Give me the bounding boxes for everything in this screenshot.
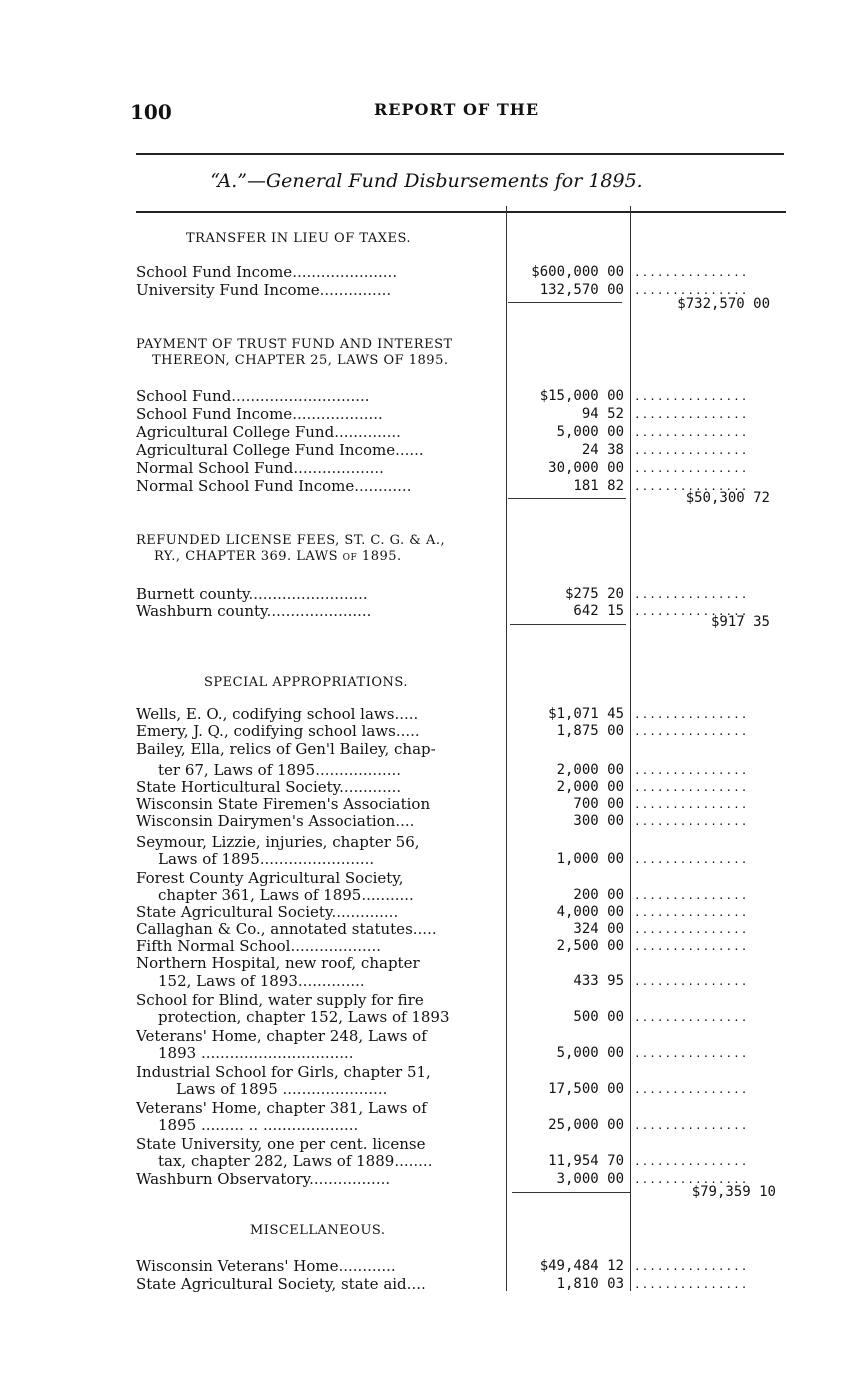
row-label-text: 1893 <box>158 1045 197 1062</box>
row-label-text: 1895 <box>158 1117 197 1134</box>
row-label-text: Normal School Fund <box>136 460 294 477</box>
table-row <box>136 1064 776 1081</box>
row-label <box>136 1136 502 1153</box>
row-label-text: Veterans' Home, chapter 248, Laws of <box>136 1028 427 1045</box>
row-dot-leader: ............... <box>319 282 392 299</box>
section-heading-trust-line1: PAYMENT OF TRUST FUND AND INTEREST <box>136 337 453 352</box>
row-label-text: Emery, J. Q., codifying school laws <box>136 723 396 740</box>
row-label-text: University Fund Income <box>136 282 320 299</box>
row-amount: 30,000 00 <box>548 460 624 476</box>
table-row <box>136 1258 776 1275</box>
total-column-leader: ............... <box>634 975 749 988</box>
row-label-text: Laws of 1895 <box>176 1081 278 1098</box>
table-row <box>136 1100 776 1117</box>
row-amount: 324 00 <box>573 921 624 937</box>
section-heading-trust-line2: THEREON, CHAPTER 25, LAWS OF 1895. <box>152 353 449 368</box>
table-row <box>136 851 776 868</box>
table-row <box>136 406 776 423</box>
row-label-text: Callaghan & Co., annotated statutes <box>136 921 413 938</box>
table-row <box>136 887 776 904</box>
row-label-text: Northern Hospital, new roof, chapter <box>136 955 420 972</box>
row-label <box>158 973 502 990</box>
row-label <box>136 779 502 796</box>
row-dot-leader: ................... <box>292 406 383 423</box>
table-row <box>136 973 776 990</box>
row-label <box>136 904 502 921</box>
table-row <box>136 813 776 830</box>
row-label <box>136 1258 502 1275</box>
row-dot-leader: .............. <box>334 424 401 441</box>
table-row <box>136 741 776 758</box>
row-amount: 132,570 00 <box>539 282 624 298</box>
row-label-text: chapter 361, Laws of 1895 <box>158 887 362 904</box>
row-amount: $15,000 00 <box>539 388 624 404</box>
row-dot-leader: ......... .. .................... <box>196 1117 359 1134</box>
row-label <box>136 460 502 477</box>
total-column-leader: ............... <box>634 764 749 777</box>
row-dot-leader: .............. <box>331 904 399 921</box>
row-label <box>136 388 502 405</box>
total-column-leader: ............... <box>634 444 749 457</box>
total-column-leader: ............... <box>634 480 749 493</box>
row-amount: 2,500 00 <box>556 938 624 954</box>
row-dot-leader: ......................... <box>248 586 368 603</box>
row-label-text: ter 67, Laws of 1895 <box>158 762 316 779</box>
row-amount: 2,000 00 <box>556 762 624 778</box>
row-label <box>136 955 502 972</box>
row-amount: 3,000 00 <box>556 1171 624 1187</box>
row-amount: $600,000 00 <box>531 264 624 280</box>
row-amount: 500 00 <box>573 1009 624 1025</box>
row-label-text: Seymour, Lizzie, injuries, chapter 56, <box>136 834 420 851</box>
row-label <box>136 478 502 495</box>
total-column-leader: ............... <box>634 815 749 828</box>
table-row <box>136 264 776 281</box>
row-amount: 11,954 70 <box>548 1153 624 1169</box>
row-label-text: Wisconsin Dairymen's Association <box>136 813 396 830</box>
row-label <box>136 282 502 299</box>
row-label <box>136 813 502 830</box>
table-row <box>136 1276 776 1293</box>
row-label-text: Bailey, Ella, relics of Gen'l Bailey, chap- <box>136 741 436 758</box>
row-label <box>158 887 502 904</box>
row-dot-leader: ...................... <box>277 1081 388 1098</box>
row-amount: 24 38 <box>581 442 624 458</box>
table-row <box>136 388 776 405</box>
row-dot-leader: ........................ <box>259 851 375 868</box>
row-dot-leader: ................. <box>309 1171 391 1188</box>
total-column-leader: ............... <box>634 708 749 721</box>
row-label <box>176 1081 502 1098</box>
row-label-text: Wisconsin State Firemen's Association <box>136 796 431 813</box>
table-title: “A.”—General Fund Disbursements for 1895. <box>210 170 643 192</box>
row-amount: 642 15 <box>573 603 624 619</box>
row-label-text: Agricultural College Fund <box>136 424 335 441</box>
row-label <box>136 870 502 887</box>
total-column-leader: ............... <box>634 1260 749 1273</box>
table-row <box>136 779 776 796</box>
table-row <box>136 762 776 779</box>
row-label-text: protection, chapter 152, Laws of 1893 <box>158 1009 450 1026</box>
subtotal-rule-transfer <box>508 302 622 303</box>
row-label <box>158 851 502 868</box>
table-row <box>136 1117 776 1134</box>
row-label <box>136 992 502 1009</box>
row-dot-leader: ..... <box>412 921 437 938</box>
table-row <box>136 706 776 723</box>
running-head: REPORT OF THE <box>374 100 540 119</box>
table-row <box>136 921 776 938</box>
header-rule <box>136 211 786 213</box>
table-row <box>136 586 776 603</box>
row-label-text: School Fund Income <box>136 406 293 423</box>
table-row <box>136 723 776 740</box>
row-label <box>136 921 502 938</box>
row-label <box>136 1100 502 1117</box>
row-dot-leader: .... <box>395 813 415 830</box>
row-label <box>158 1117 502 1134</box>
section-heading-refunded-line2: RY., CHAPTER 369. LAWS of 1895. <box>154 549 402 564</box>
row-label-text: State Agricultural Society, state aid <box>136 1276 407 1293</box>
total-column-leader: ............... <box>634 923 749 936</box>
table-row <box>136 1081 776 1098</box>
row-label <box>136 706 502 723</box>
row-label-text: Washburn county <box>136 603 267 620</box>
row-label-text: Industrial School for Girls, chapter 51, <box>136 1064 431 1081</box>
total-column-leader: ............... <box>634 1173 749 1186</box>
row-amount: 1,000 00 <box>556 851 624 867</box>
section-total-transfer: $732,570 00 <box>677 296 770 312</box>
row-amount: 4,000 00 <box>556 904 624 920</box>
table-row <box>136 1028 776 1045</box>
row-dot-leader: ................... <box>290 938 382 955</box>
total-column-leader: ............... <box>634 781 749 794</box>
total-column-leader: ............... <box>634 266 749 279</box>
row-amount: 1,875 00 <box>556 723 624 739</box>
row-dot-leader: ................................ <box>196 1045 354 1062</box>
row-amount: 700 00 <box>573 796 624 812</box>
row-dot-leader: ........... <box>361 887 414 904</box>
table-row <box>136 938 776 955</box>
row-amount: $275 20 <box>564 586 624 602</box>
total-column-leader: ............... <box>634 798 749 811</box>
row-amount: 181 82 <box>573 478 624 494</box>
table-row <box>136 834 776 851</box>
total-column-leader: ............... <box>634 906 749 919</box>
row-label <box>136 1064 502 1081</box>
total-column-leader: ............... <box>634 1119 749 1132</box>
row-label <box>136 406 502 423</box>
total-column-leader: ............... <box>634 408 749 421</box>
row-label-text: State Horticultural Society <box>136 779 340 796</box>
row-amount: 300 00 <box>573 813 624 829</box>
row-dot-leader: .............. <box>297 973 365 990</box>
row-label <box>136 1028 502 1045</box>
table-row <box>136 424 776 441</box>
row-label-text: School for Blind, water supply for fire <box>136 992 424 1009</box>
row-label-text: Forest County Agricultural Society, <box>136 870 404 887</box>
subtotal-rule-refunded <box>510 624 626 625</box>
row-label-text: Wells, E. O., codifying school laws <box>136 706 395 723</box>
row-label <box>158 1045 502 1062</box>
row-label <box>136 603 502 620</box>
page-number: 100 <box>130 100 172 124</box>
row-dot-leader: ...................... <box>292 264 398 281</box>
total-column-leader: ............... <box>634 889 749 902</box>
row-label-text: Agricultural College Fund Income <box>136 442 396 459</box>
total-column-leader: ............... <box>634 1011 749 1024</box>
section-heading-misc: MISCELLANEOUS. <box>250 1223 386 1238</box>
row-amount: $49,484 12 <box>539 1258 624 1274</box>
row-dot-leader: ................... <box>293 460 384 477</box>
total-column-leader: ............... <box>634 1155 749 1168</box>
section-total-trust: $50,300 72 <box>685 490 770 506</box>
row-label-text: State University, one per cent. license <box>136 1136 426 1153</box>
row-dot-leader: .... <box>406 1276 426 1293</box>
total-column-leader: ............... <box>634 1083 749 1096</box>
row-label-text: Normal School Fund Income <box>136 478 355 495</box>
section-heading-special: SPECIAL APPROPRIATIONS. <box>204 675 408 690</box>
row-label <box>136 1171 502 1188</box>
row-label-text: School Fund Income <box>136 264 293 281</box>
row-amount: 5,000 00 <box>556 424 624 440</box>
row-label <box>136 723 502 740</box>
table-row <box>136 1045 776 1062</box>
row-dot-leader: ............................. <box>231 388 370 405</box>
row-amount: 5,000 00 <box>556 1045 624 1061</box>
total-column-leader: ............... <box>634 588 749 601</box>
row-dot-leader: ..... <box>394 706 419 723</box>
row-amount: 94 52 <box>581 406 624 422</box>
row-label <box>136 938 502 955</box>
table-row <box>136 442 776 459</box>
total-column-leader: ............... <box>634 426 749 439</box>
row-amount: $1,071 45 <box>548 706 624 722</box>
row-dot-leader: .................. <box>315 762 402 779</box>
row-label <box>158 1009 502 1026</box>
row-amount: 25,000 00 <box>548 1117 624 1133</box>
row-dot-leader: ...... <box>395 442 424 459</box>
row-label <box>136 1276 502 1293</box>
subtotal-rule-special <box>512 1192 630 1193</box>
table-row <box>136 870 776 887</box>
table-row <box>136 904 776 921</box>
row-label <box>136 442 502 459</box>
row-label-text: Laws of 1895 <box>158 851 260 868</box>
row-amount: 433 95 <box>573 973 624 989</box>
total-column-leader: ............... <box>634 725 749 738</box>
row-label-text: Wisconsin Veterans' Home <box>136 1258 339 1275</box>
row-label <box>136 424 502 441</box>
table-row <box>136 955 776 972</box>
section-total-refunded: $917 35 <box>710 614 770 630</box>
row-amount: 2,000 00 <box>556 779 624 795</box>
total-column-leader: ............... <box>634 284 749 297</box>
row-label-text: State Agricultural Society <box>136 904 332 921</box>
row-label-text: 152, Laws of 1893 <box>158 973 298 990</box>
total-column-leader: ............... <box>634 940 749 953</box>
row-label <box>136 834 502 851</box>
subtotal-rule-trust <box>508 498 626 499</box>
row-amount: 200 00 <box>573 887 624 903</box>
row-dot-leader: ............. <box>339 779 402 796</box>
top-rule <box>136 153 784 155</box>
total-column-leader: ............... <box>634 1278 749 1291</box>
table-row <box>136 1136 776 1153</box>
row-label-text: Burnett county <box>136 586 249 603</box>
row-label <box>136 264 502 281</box>
section-total-special: $79,359 10 <box>691 1184 776 1200</box>
row-dot-leader: ...................... <box>266 603 372 620</box>
row-label-text: Washburn Observatory <box>136 1171 310 1188</box>
table-row <box>136 992 776 1009</box>
total-column-leader: ............... <box>634 462 749 475</box>
row-amount: 17,500 00 <box>548 1081 624 1097</box>
total-column-leader: ............... <box>634 390 749 403</box>
total-column-leader: ............... <box>634 1047 749 1060</box>
row-label <box>158 1153 502 1170</box>
table-row <box>136 1009 776 1026</box>
row-label <box>158 762 502 779</box>
row-label <box>136 586 502 603</box>
row-dot-leader: ..... <box>395 723 420 740</box>
row-amount: 1,810 03 <box>556 1276 624 1292</box>
table-row <box>136 1153 776 1170</box>
row-label <box>136 741 502 758</box>
row-label-text: School Fund <box>136 388 232 405</box>
row-label <box>136 796 502 813</box>
table-row <box>136 460 776 477</box>
total-column-leader: ............... <box>634 853 749 866</box>
section-heading-refunded-line1: REFUNDED LICENSE FEES, ST. C. G. & A., <box>136 533 446 548</box>
table-row <box>136 796 776 813</box>
row-dot-leader: ........ <box>394 1153 433 1170</box>
row-dot-leader: ............ <box>338 1258 396 1275</box>
row-label-text: Veterans' Home, chapter 381, Laws of <box>136 1100 427 1117</box>
section-heading-transfer: TRANSFER IN LIEU OF TAXES. <box>186 231 412 246</box>
row-label-text: tax, chapter 282, Laws of 1889 <box>158 1153 395 1170</box>
row-dot-leader: ............ <box>354 478 412 495</box>
total-column-leader: ............... <box>634 605 749 618</box>
row-label-text: Fifth Normal School <box>136 938 291 955</box>
